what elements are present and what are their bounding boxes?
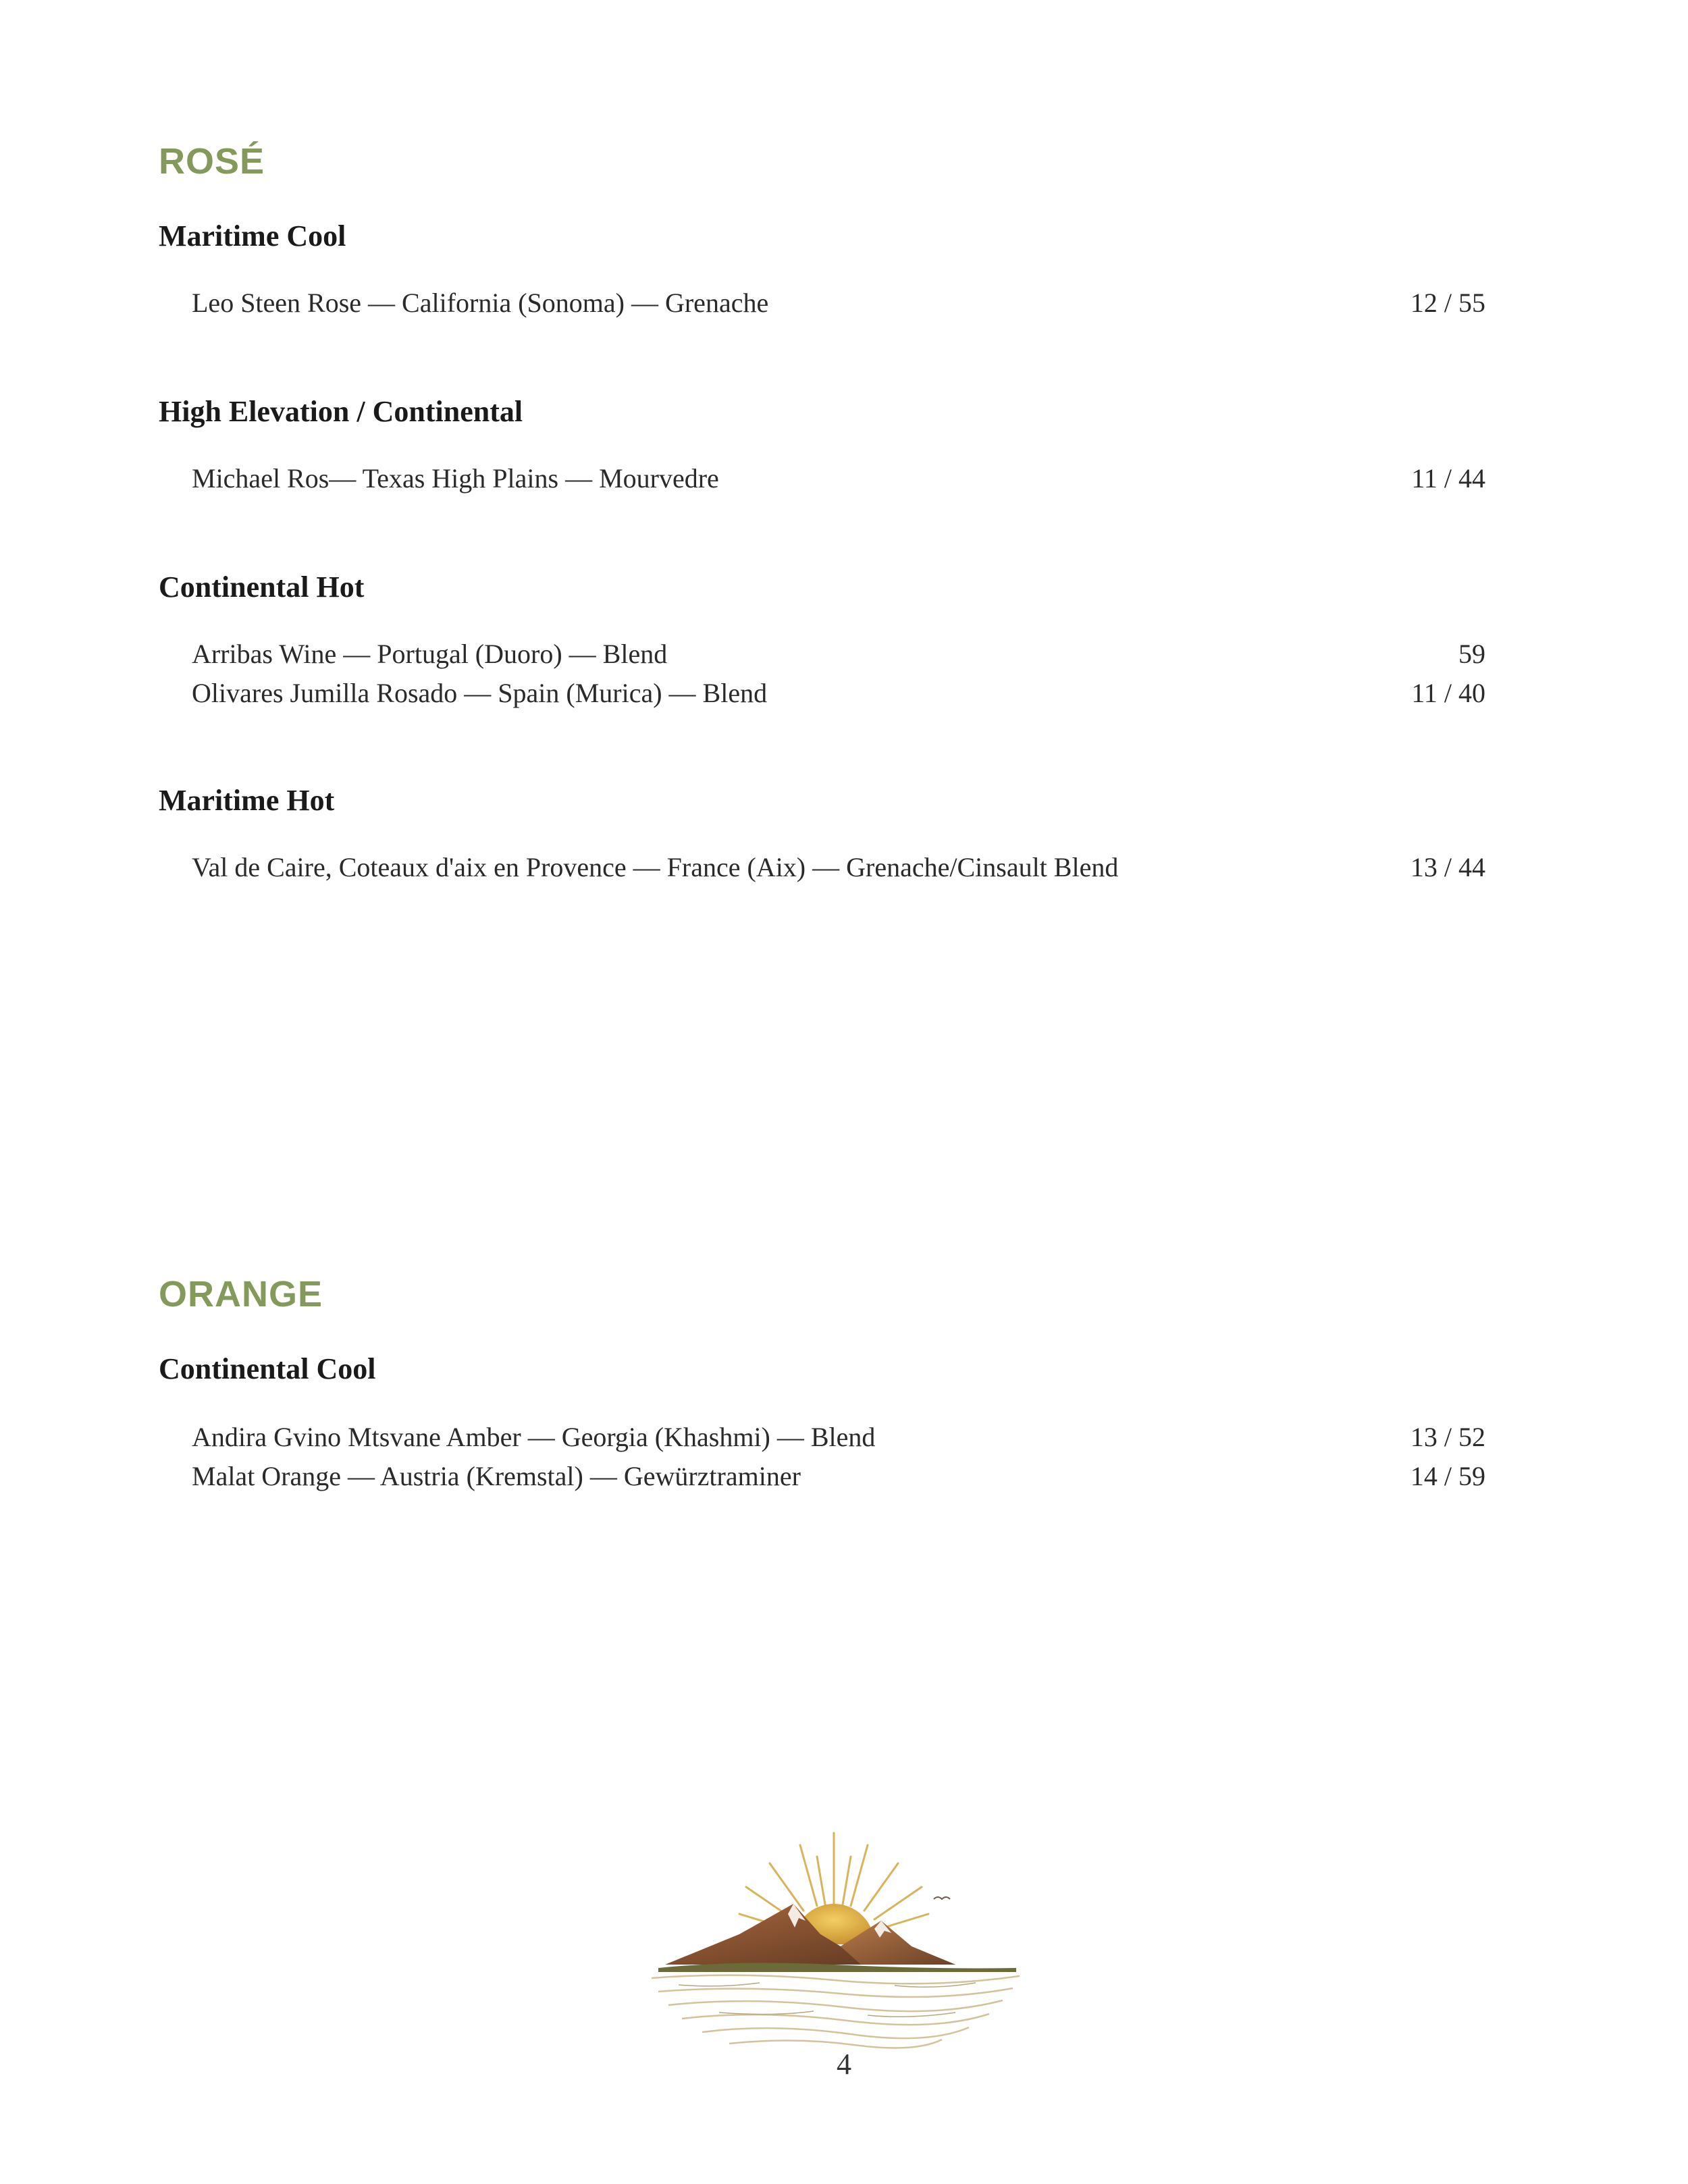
wine-name: Andira Gvino Mtsvane Amber — Georgia (Khashmi) — Blend [192,1422,876,1452]
wine-price: 12 / 55 [1410,288,1485,318]
wine-name: Michael Ros— Texas High Plains — Mourvedre [192,463,719,494]
group-heading-high-elevation-continental: High Elevation / Continental [159,395,523,428]
group-heading-continental-hot: Continental Hot [159,570,365,604]
wine-row [192,1458,1485,1495]
wine-name: Malat Orange — Austria (Kremstal) — Gewürztraminer [192,1461,801,1491]
wine-name: Arribas Wine — Portugal (Duoro) — Blend [192,639,668,669]
page-number: 4 [837,2048,851,2081]
wine-price: 11 / 44 [1411,463,1485,494]
section-title-rose: ROSÉ [159,141,265,182]
wine-name: Leo Steen Rose — California (Sonoma) — Grenache [192,288,769,318]
wine-row [192,674,1485,712]
wine-row [192,284,1485,322]
group-heading-maritime-hot: Maritime Hot [159,784,335,817]
wine-price: 13 / 52 [1410,1422,1485,1452]
wine-row [192,1418,1485,1456]
group-heading-continental-cool: Continental Cool [159,1352,376,1385]
mountain-sunrise-lake-icon [638,1826,1030,2049]
wine-row [192,635,1485,673]
wine-price: 14 / 59 [1410,1461,1485,1491]
section-title-orange: ORANGE [159,1274,323,1314]
wine-name: Val de Caire, Coteaux d'aix en Provence — France (Aix) — Grenache/Cinsault Blend [192,852,1119,882]
wine-row [192,460,1485,498]
wine-name: Olivares Jumilla Rosado — Spain (Murica) — Blend [192,678,768,708]
wine-price: 59 [1458,639,1485,669]
wine-row [192,849,1485,886]
wine-price: 13 / 44 [1410,852,1485,882]
wine-price: 11 / 40 [1411,678,1485,708]
group-heading-maritime-cool: Maritime Cool [159,219,346,252]
